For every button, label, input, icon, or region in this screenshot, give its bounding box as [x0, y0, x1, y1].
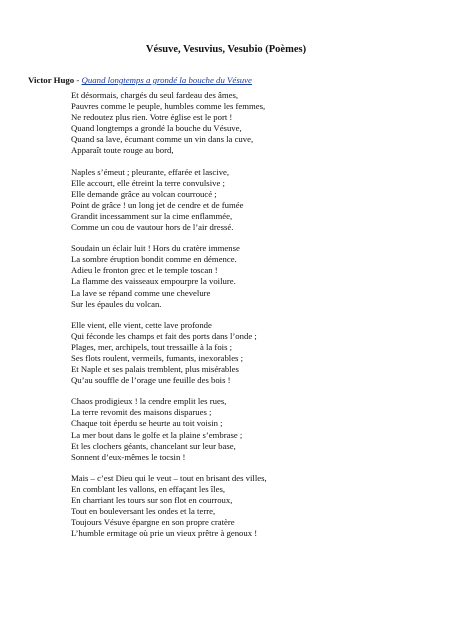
poem-line: Et les clochers géants, chancelant sur leur base,: [71, 440, 236, 451]
poem-line: La flamme des vaisseaux empourpre la voilure.: [71, 276, 236, 287]
poem-stanza: [71, 396, 267, 463]
poem-line: Chaos prodigieux ! la cendre emplit les rues,: [71, 396, 227, 407]
poem-line: Ne redoutez plus rien. Votre église est le port !: [71, 112, 233, 123]
poem-line: Et désormais, chargés du seul fardeau des âmes,: [71, 90, 239, 100]
poem-line: Apparaît toute rouge au bord,: [71, 145, 174, 156]
poem-line: La sombre éruption bondit comme en démence.: [71, 254, 237, 265]
author-line: [28, 75, 252, 85]
document-title: Vésuve, Vesuvius, Vesubio (Poèmes): [145, 44, 307, 55]
poem-line: Qui féconde les champs et fait des ports dans l’onde ;: [71, 330, 257, 341]
poem-line: Sur les épaules du volcan.: [71, 298, 162, 309]
poem-line: Elle accourt, elle étreint la terre convulsive ;: [71, 177, 225, 188]
author-separator: -: [74, 75, 82, 85]
poem-line: Toujours Vésuve épargne en son propre cratère: [71, 517, 235, 528]
poem-stanza: [71, 320, 267, 387]
poem-line: Elle demande grâce au volcan courroucé ;: [71, 188, 217, 199]
poem-line: Adieu le fronton grec et le temple toscan !: [71, 265, 218, 276]
poem-line: Comme un cou de vautour hors de l’air dressé.: [71, 222, 234, 233]
poem-line: Chaque toit éperdu se heurte au toit voisin ;: [71, 418, 223, 429]
poem-line: Elle vient, elle vient, cette lave profonde: [71, 319, 212, 330]
poem-stanza: [71, 473, 267, 540]
poem-line: Naples s’émeut ; pleurante, effarée et lascive,: [71, 166, 230, 177]
poem-title-link[interactable]: Quand longtemps a grondé la bouche du Vésuve: [81, 75, 252, 85]
poem-line: En charriant les tours sur son flot en courroux,: [71, 495, 233, 505]
poem-line: La terre revomit des maisons disparues ;: [71, 407, 212, 418]
poem-line: Quand sa lave, écumant comme un vin dans la cuve,: [71, 134, 254, 145]
poem-line: Plages, mer, archipels, tout tressaille à la fois ;: [71, 341, 233, 352]
poem-line: Point de grâce ! un long jet de cendre et de fumée: [71, 199, 244, 210]
poem-line: Grandit incessamment sur la cime enflammée,: [71, 210, 233, 221]
poem-line: Sonnent d’eux-mêmes le tocsin !: [71, 451, 186, 462]
poem-line: Tout en bouleversant les ondes et la terre,: [71, 506, 216, 517]
poem-stanza: [71, 243, 267, 310]
poem-line: Mais – c’est Dieu qui le veut – tout en brisant des villes,: [71, 472, 267, 483]
poem-line: Soudain un éclair luit ! Hors du cratère immense: [71, 243, 240, 254]
poem-line: La lave se répand comme une chevelure: [71, 287, 211, 298]
poem-stanza: [71, 90, 267, 157]
author-name: Victor Hugo: [28, 75, 75, 85]
poem-stanza: [71, 167, 267, 234]
poem-line: Et Naple et ses palais tremblent, plus misérables: [71, 364, 239, 375]
poem-body: [71, 90, 267, 549]
poem-line: La mer bout dans le golfe et la plaine s’embrase ;: [71, 429, 243, 440]
poem-line: L’humble ermitage où prie un vieux prêtre à genoux !: [71, 528, 258, 539]
poem-line: En comblant les vallons, en effaçant les îles,: [71, 483, 225, 494]
poem-line: Ses flots roulent, vermeils, fumants, inexorables ;: [71, 352, 244, 363]
poem-line: Quand longtemps a grondé la bouche du Vésuve,: [71, 123, 242, 134]
poem-line: Pauvres comme le peuple, humbles comme les femmes,: [71, 101, 266, 112]
poem-line: Qu’au souffle de l’orage une feuille des bois !: [71, 375, 231, 386]
